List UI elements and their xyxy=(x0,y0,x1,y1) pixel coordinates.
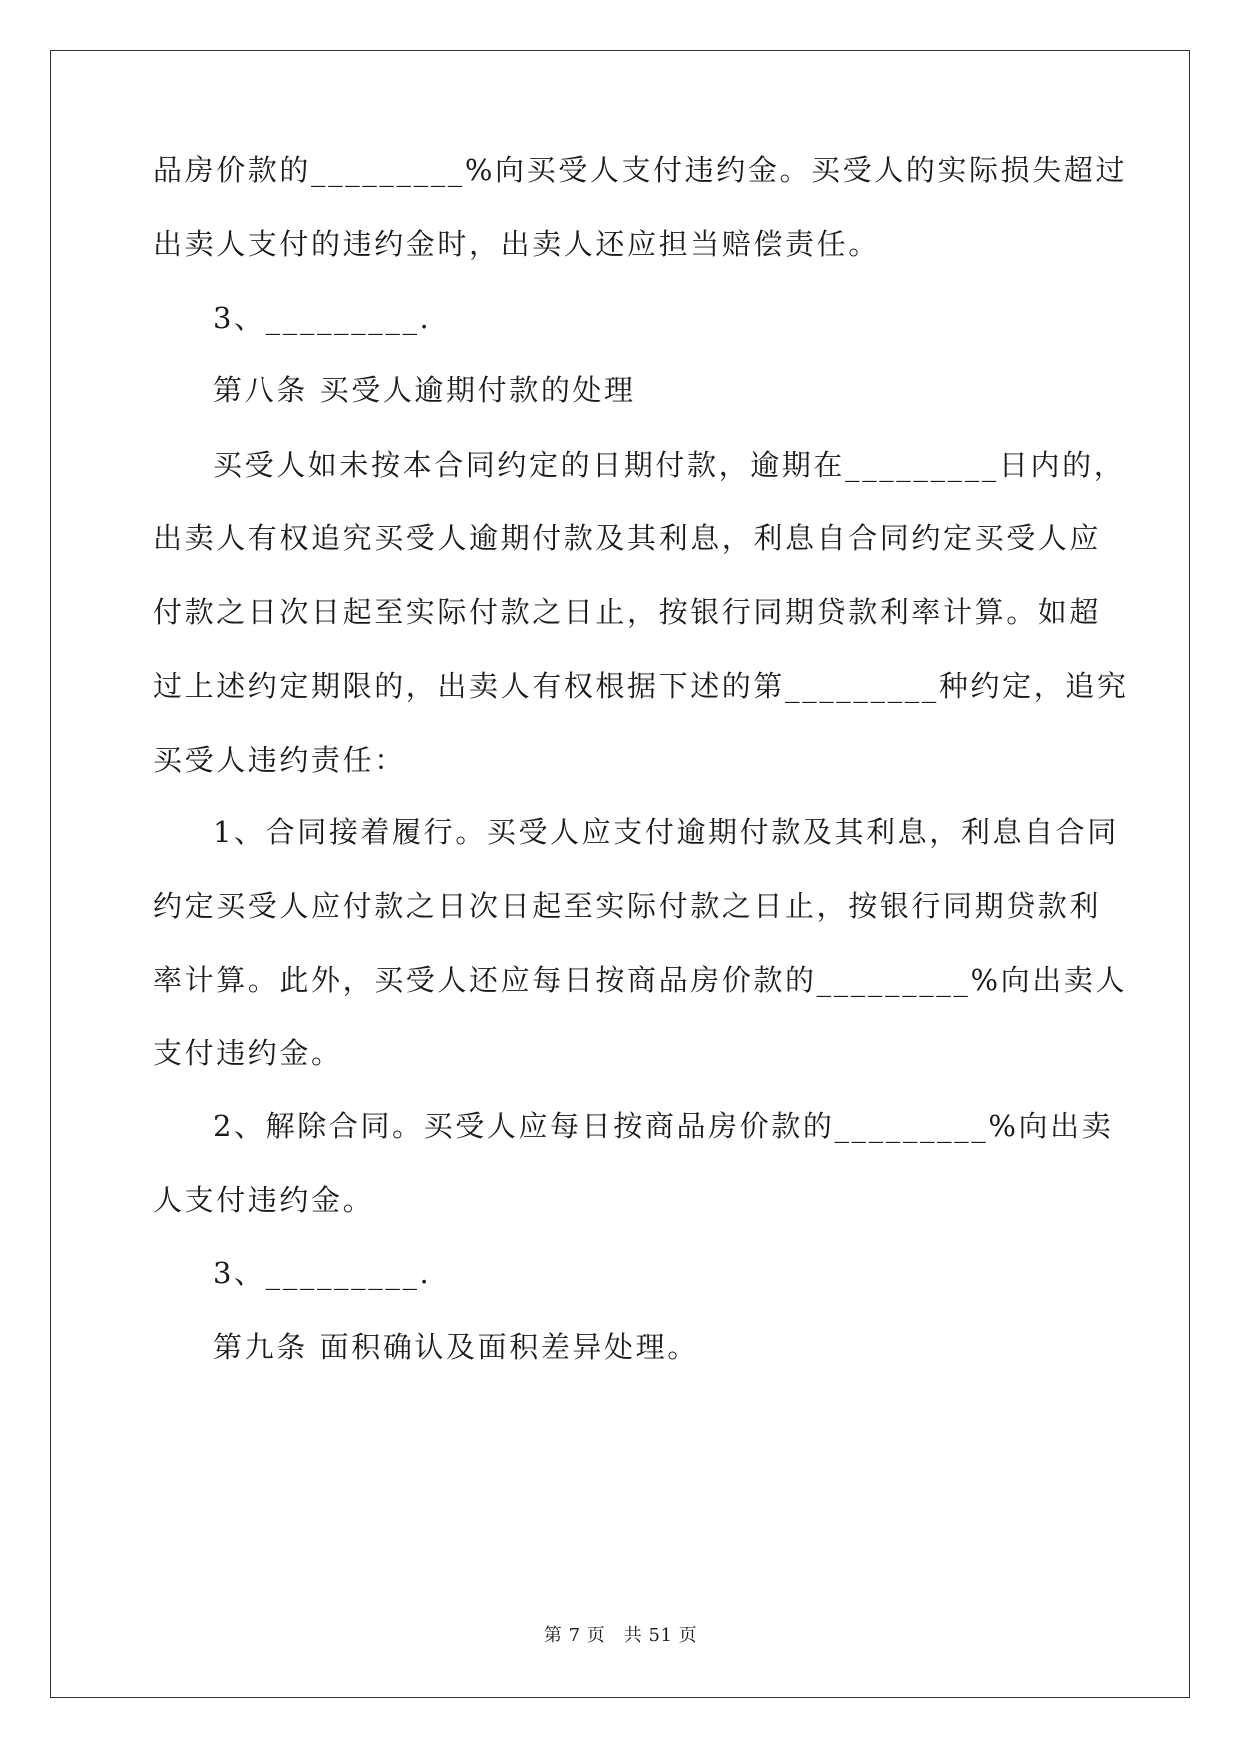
body-line: 出卖人支付的违约金时，出卖人还应担当赔偿责任。 xyxy=(153,227,880,261)
body-line: 付款之日次日起至实际付款之日止，按银行同期贷款利率计算。如超 xyxy=(153,595,1102,629)
page-number: 第 7 页 共 51 页 xyxy=(543,1625,698,1646)
body-line: 3、_________. xyxy=(213,301,432,335)
body-line: 人支付违约金。 xyxy=(153,1183,375,1217)
body-line: 买受人违约责任： xyxy=(153,743,406,777)
body-line: 过上述约定期限的，出卖人有权根据下述的第_________种约定，追究 xyxy=(153,669,1129,703)
section-heading: 第九条 面积确认及面积差异处理。 xyxy=(213,1330,699,1364)
body-line: 品房价款的_________%向买受人支付违约金。买受人的实际损失超过 xyxy=(153,153,1128,187)
body-line: 1、合同接着履行。买受人应支付逾期付款及其利息，利息自合同 xyxy=(213,815,1119,849)
body-line: 约定买受人应付款之日次日起至实际付款之日止，按银行同期贷款利 xyxy=(153,889,1102,923)
section-heading: 第八条 买受人逾期付款的处理 xyxy=(213,373,636,407)
body-line: 出卖人有权追究买受人逾期付款及其利息，利息自合同约定买受人应 xyxy=(153,521,1102,555)
body-line: 支付违约金。 xyxy=(153,1036,343,1070)
body-line: 2、解除合同。买受人应每日按商品房价款的_________%向出卖 xyxy=(213,1109,1114,1143)
body-line: 买受人如未按本合同约定的日期付款，逾期在_________日内的， xyxy=(213,448,1126,482)
body-line: 3、_________. xyxy=(213,1256,432,1290)
body-line: 率计算。此外，买受人还应每日按商品房价款的_________%向出卖人 xyxy=(153,963,1128,997)
